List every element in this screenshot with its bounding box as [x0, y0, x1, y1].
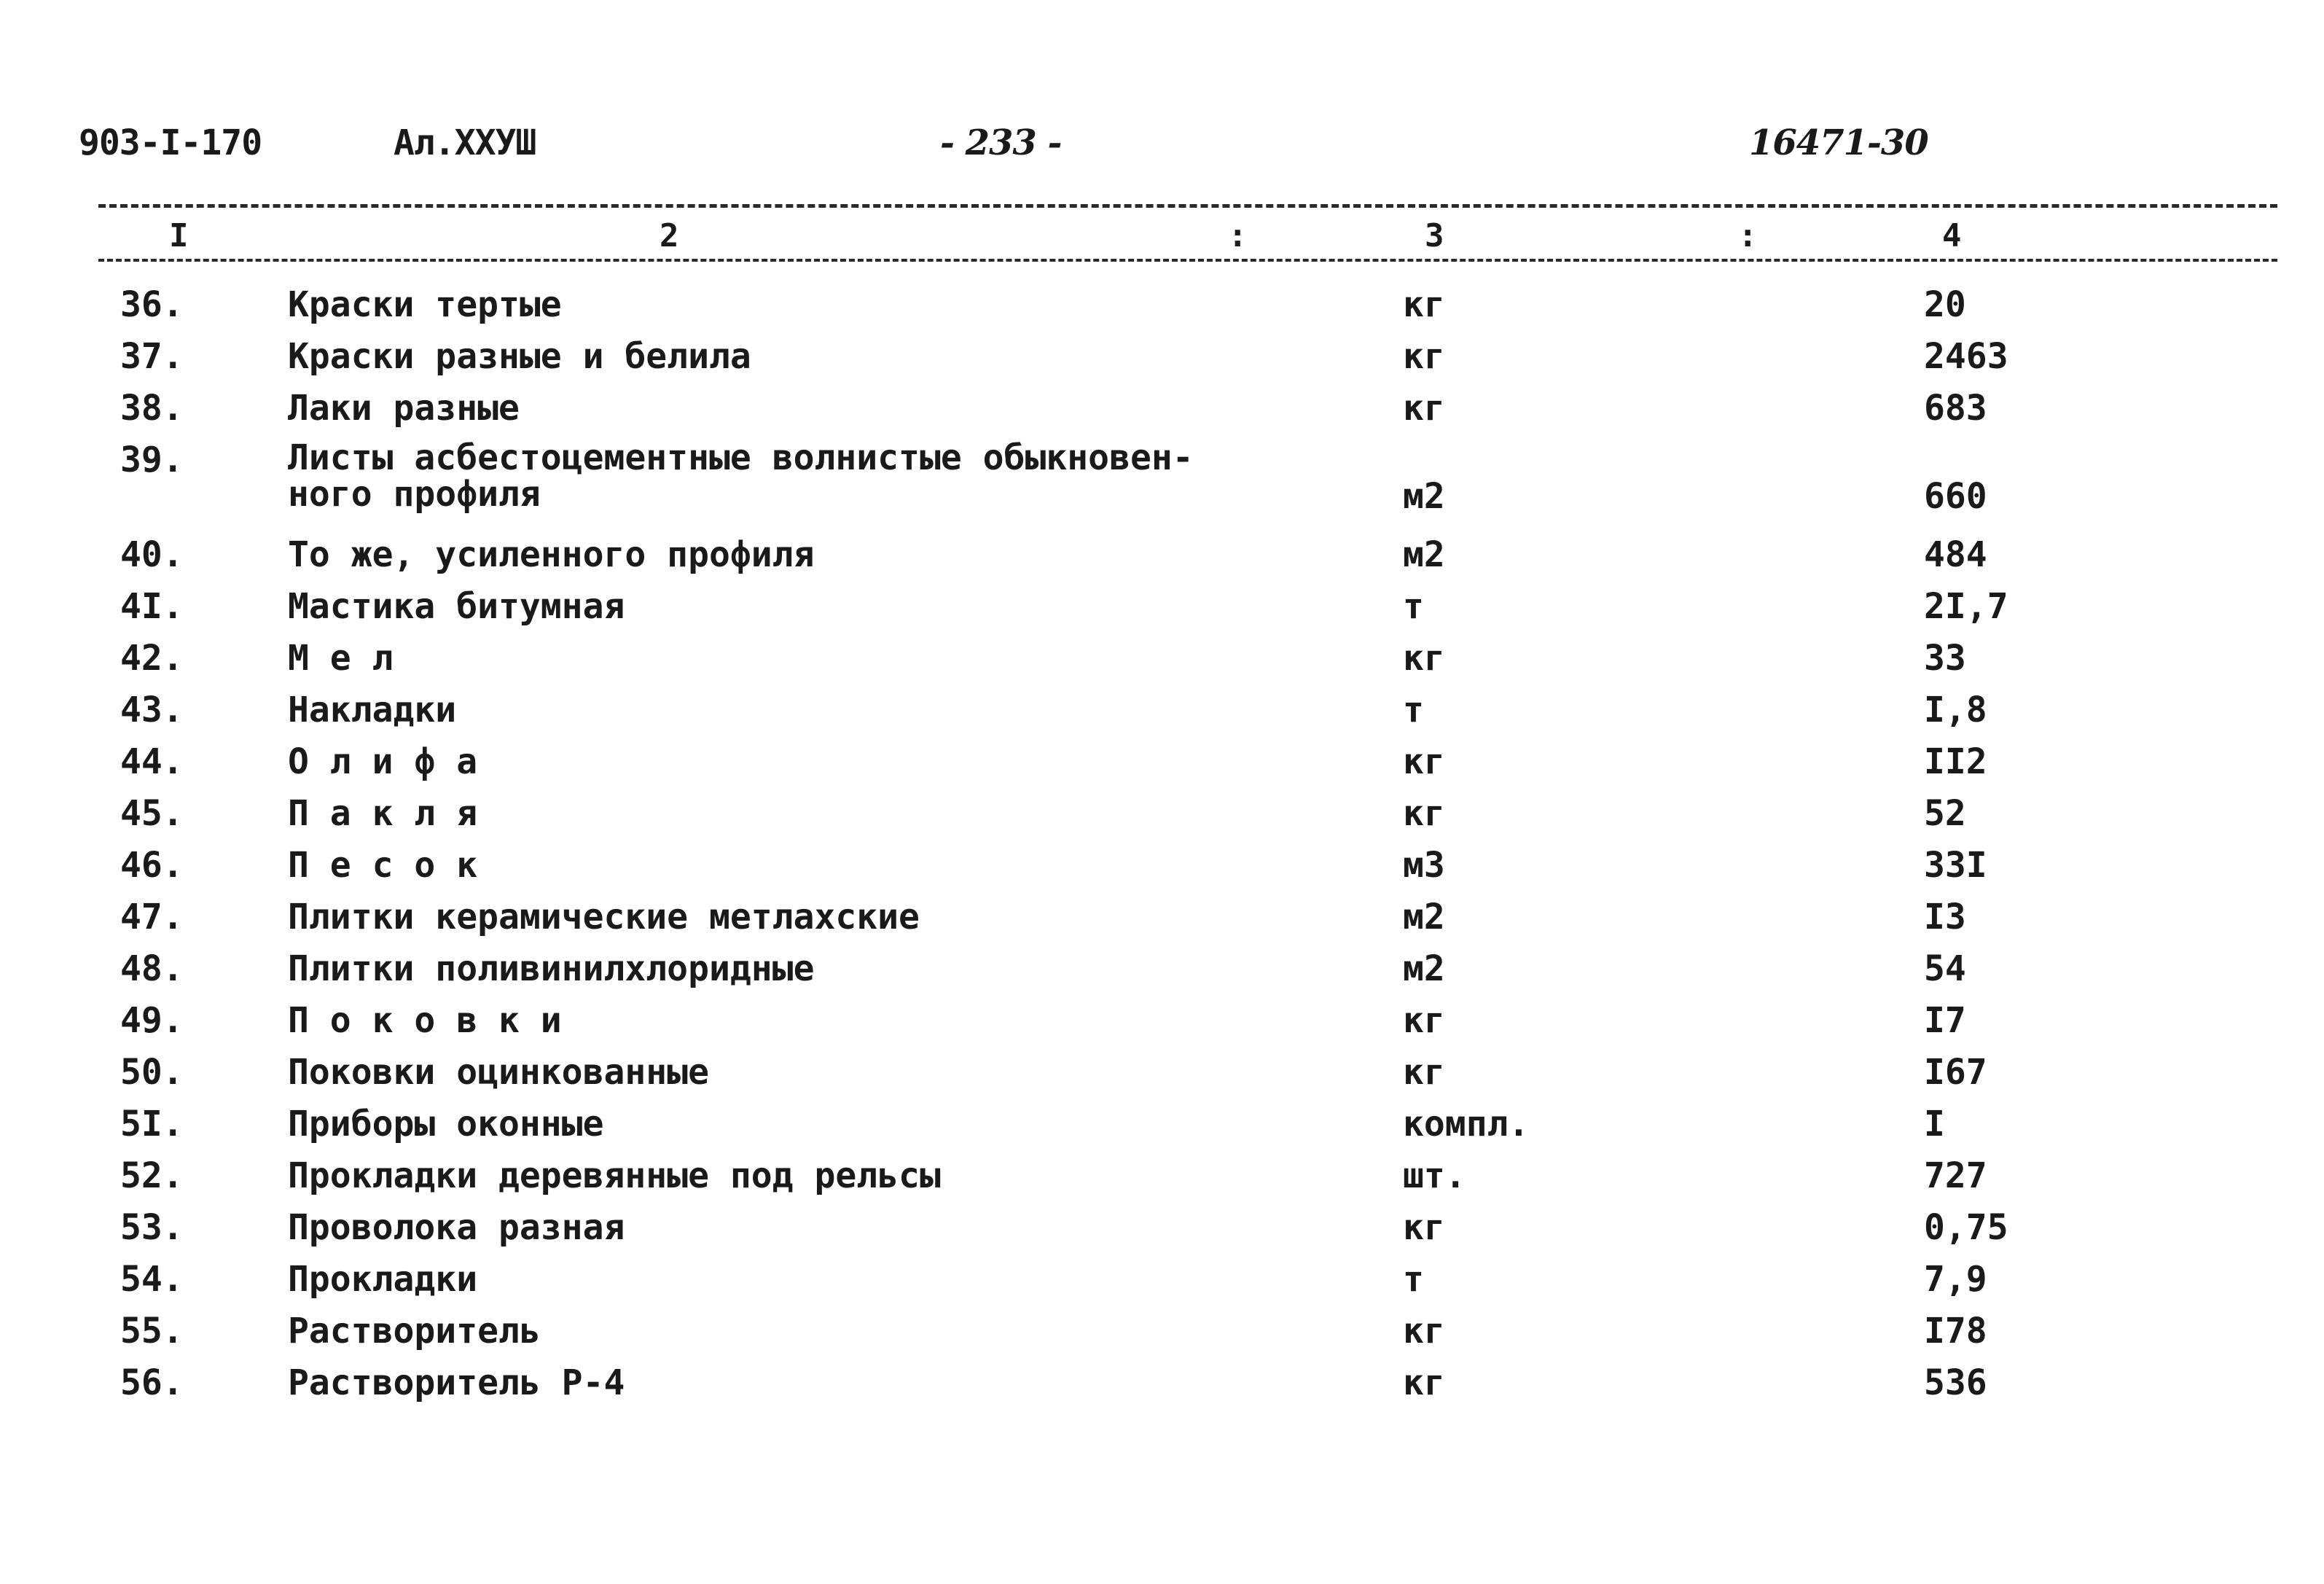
material-name: Прокладки деревянные под рельсы: [288, 1155, 941, 1196]
row-number: 37.: [120, 336, 184, 377]
row-number: 49.: [120, 1000, 184, 1041]
material-name: О л и ф а: [288, 741, 478, 782]
row-number: 47.: [120, 897, 184, 937]
column-header-4: 4: [1942, 217, 1962, 254]
material-name: Плитки поливинилхлоридные: [288, 948, 815, 989]
row-number: 4I.: [120, 586, 184, 627]
column-header-2: 2: [660, 217, 679, 254]
material-name: Растворитель Р-4: [288, 1362, 625, 1403]
table-row: [0, 586, 2324, 637]
quantity: I67: [1924, 1052, 1987, 1093]
quantity: 2I,7: [1924, 586, 2008, 627]
row-number: 50.: [120, 1052, 184, 1093]
material-name: П о к о в к и: [288, 1000, 562, 1041]
unit-of-measure: т: [1403, 586, 1424, 627]
page-number: - 233 -: [940, 122, 1062, 163]
table-row: [0, 1052, 2324, 1103]
column-separator: :: [1738, 217, 1758, 254]
material-name: Проволока разная: [288, 1207, 625, 1248]
unit-of-measure: кг: [1403, 1362, 1445, 1403]
column-header-1: I: [169, 217, 189, 254]
unit-of-measure: т: [1403, 1259, 1424, 1300]
material-name: Плитки керамические метлахские: [288, 897, 920, 937]
material-name: М е л: [288, 638, 394, 679]
table-row: [0, 948, 2324, 999]
material-name: Мастика битумная: [288, 586, 625, 627]
material-name: Краски разные и белила: [288, 336, 751, 377]
unit-of-measure: кг: [1403, 793, 1445, 834]
row-number: 55.: [120, 1311, 184, 1351]
table-row: [0, 534, 2324, 585]
unit-of-measure: кг: [1403, 741, 1445, 782]
row-number: 36.: [120, 284, 184, 325]
row-number: 44.: [120, 741, 184, 782]
row-number: 56.: [120, 1362, 184, 1403]
quantity: 33: [1924, 638, 1966, 679]
quantity: 52: [1924, 793, 1966, 834]
quantity: 536: [1924, 1362, 1987, 1403]
material-name: Листы асбестоцементные волнистые обыкновен- ного профиля: [288, 437, 1194, 515]
unit-of-measure: кг: [1403, 336, 1445, 377]
table-row: [0, 638, 2324, 689]
material-name: Поковки оцинкованные: [288, 1052, 709, 1093]
quantity: 54: [1924, 948, 1966, 989]
unit-of-measure: компл.: [1403, 1104, 1530, 1144]
column-separator: :: [1228, 217, 1248, 254]
quantity: I7: [1924, 1000, 1966, 1041]
unit-of-measure: м2: [1403, 897, 1445, 937]
table-row: [0, 1259, 2324, 1310]
table-row: [0, 388, 2324, 439]
table-row: [0, 1155, 2324, 1206]
row-number: 54.: [120, 1259, 184, 1300]
table-row: [0, 1311, 2324, 1362]
row-number: 45.: [120, 793, 184, 834]
material-name: То же, усиленного профиля: [288, 534, 815, 575]
unit-of-measure: кг: [1403, 284, 1445, 325]
quantity: 0,75: [1924, 1207, 2008, 1248]
quantity: 484: [1924, 534, 1987, 575]
document-code: 903-I-170: [79, 122, 262, 163]
row-number: 40.: [120, 534, 184, 575]
column-header-3: 3: [1425, 217, 1444, 254]
table-row: [0, 1000, 2324, 1051]
table-row: [0, 284, 2324, 335]
unit-of-measure: кг: [1403, 388, 1445, 429]
unit-of-measure: кг: [1403, 1052, 1445, 1093]
table-row: [0, 1104, 2324, 1155]
unit-of-measure: кг: [1403, 1311, 1445, 1351]
row-number: 52.: [120, 1155, 184, 1196]
unit-of-measure: кг: [1403, 1207, 1445, 1248]
table-row: [0, 1207, 2324, 1258]
unit-of-measure: м2: [1403, 476, 1445, 517]
unit-of-measure: м2: [1403, 534, 1445, 575]
material-name: Прокладки: [288, 1259, 478, 1300]
unit-of-measure: кг: [1403, 638, 1445, 679]
quantity: 727: [1924, 1155, 1987, 1196]
material-name: Накладки: [288, 690, 457, 730]
material-name: Лаки разные: [288, 388, 520, 429]
quantity: 20: [1924, 284, 1966, 325]
table-row: [0, 690, 2324, 741]
quantity: 660: [1924, 476, 1987, 517]
quantity: 683: [1924, 388, 1987, 429]
table-row: [0, 793, 2324, 844]
material-name: П е с о к: [288, 845, 478, 886]
table-row: [0, 845, 2324, 896]
quantity: I3: [1924, 897, 1966, 937]
quantity: I,8: [1924, 690, 1987, 730]
row-number: 48.: [120, 948, 184, 989]
unit-of-measure: м2: [1403, 948, 1445, 989]
material-name: П а к л я: [288, 793, 478, 834]
quantity: 7,9: [1924, 1259, 1987, 1300]
material-name: Приборы оконные: [288, 1104, 604, 1144]
row-number: 39.: [120, 440, 184, 480]
unit-of-measure: м3: [1403, 845, 1445, 886]
top-rule: [98, 204, 2277, 208]
table-row: [0, 437, 2324, 517]
row-number: 38.: [120, 388, 184, 429]
album-number: Ал.ХХУШ: [394, 122, 536, 163]
table-row: [0, 741, 2324, 792]
unit-of-measure: кг: [1403, 1000, 1445, 1041]
row-number: 53.: [120, 1207, 184, 1248]
unit-of-measure: шт.: [1403, 1155, 1466, 1196]
table-row: [0, 336, 2324, 387]
material-name: Растворитель: [288, 1311, 541, 1351]
header-rule: [98, 259, 2277, 262]
quantity: I: [1924, 1104, 1945, 1144]
quantity: II2: [1924, 741, 1987, 782]
sheet-number: 16471-30: [1749, 122, 1928, 163]
table-row: [0, 1362, 2324, 1413]
quantity: 2463: [1924, 336, 2008, 377]
material-name: Краски тертые: [288, 284, 562, 325]
row-number: 43.: [120, 690, 184, 730]
row-number: 5I.: [120, 1104, 184, 1144]
unit-of-measure: т: [1403, 690, 1424, 730]
row-number: 42.: [120, 638, 184, 679]
row-number: 46.: [120, 845, 184, 886]
table-row: [0, 897, 2324, 948]
quantity: 33I: [1924, 845, 1987, 886]
quantity: I78: [1924, 1311, 1987, 1351]
